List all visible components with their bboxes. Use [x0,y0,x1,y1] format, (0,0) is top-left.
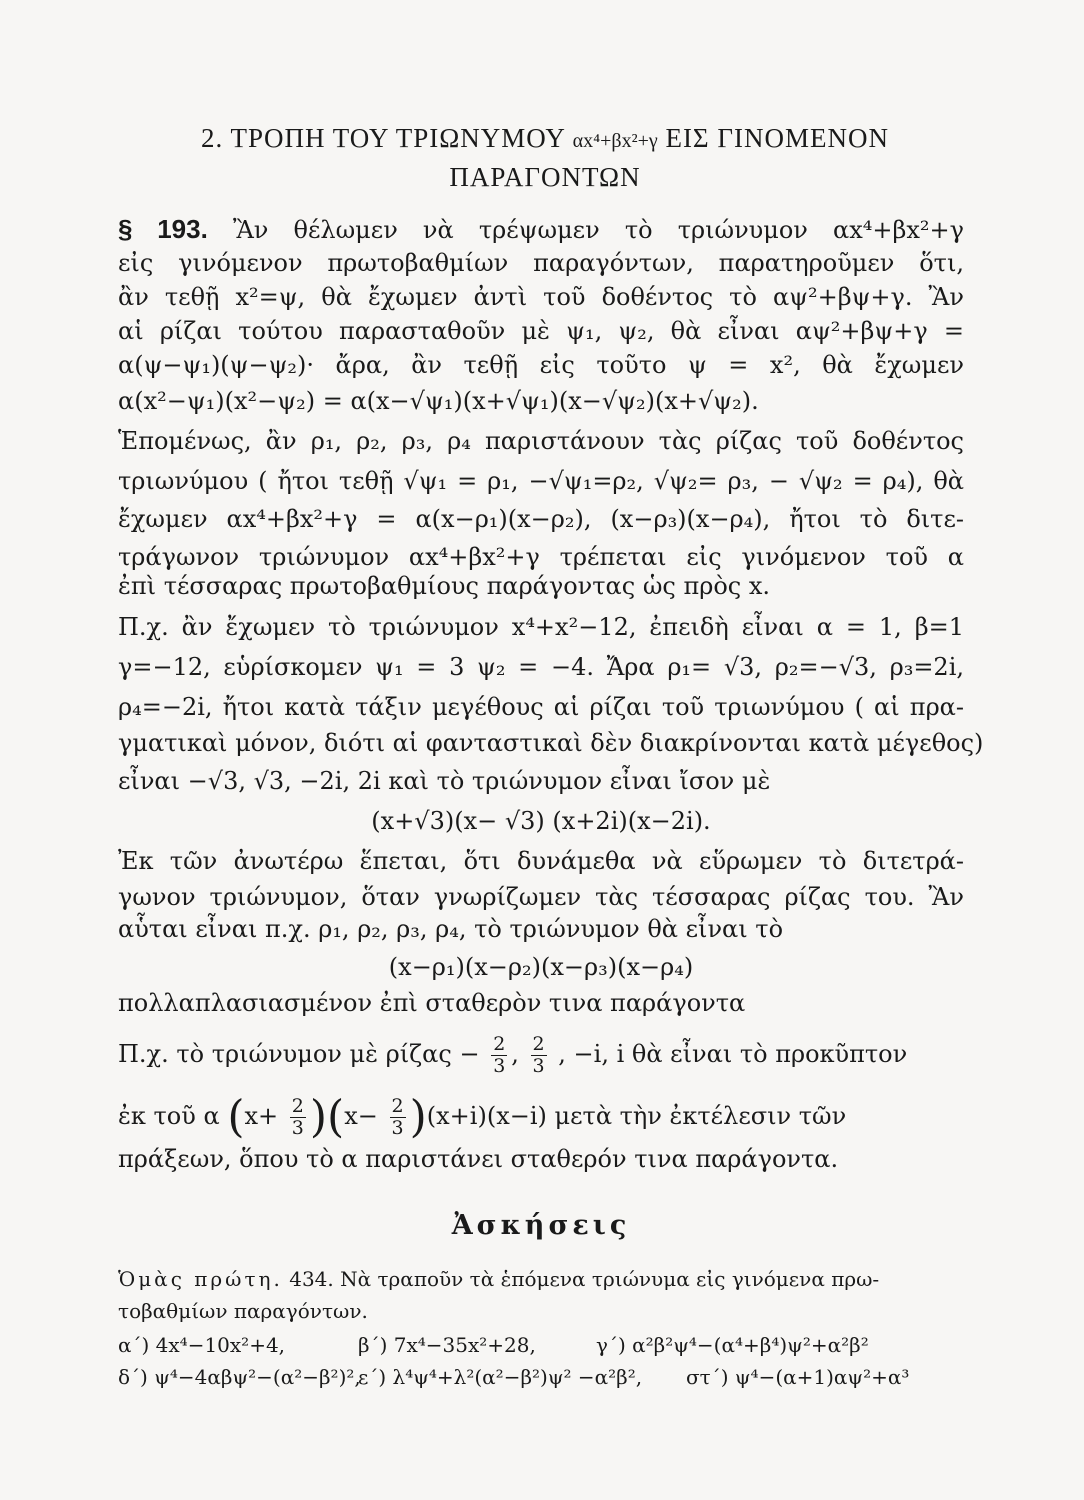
text-line: Ἐκ τῶν ἀνωτέρω ἕπεται, ὅτι δυνάμεθα νὰ εὕρωμεν τὸ διτετρά- [118,847,964,875]
text-line: Π.χ. ἂν ἔχωμεν τὸ τριώνυμον x⁴+x²−12, ἐπειδὴ εἶναι α = 1, β=1 [118,613,964,641]
text-line: α(x²−ψ₁)(x²−ψ₂) = α(x−√ψ₁)(x+√ψ₁)(x−√ψ₂)(x+√ψ₂). [118,387,759,415]
text-line: § 193. Ἂν θέλωμεν νὰ τρέψωμεν τὸ τριώνυμον αx⁴+βx²+γ [118,214,964,244]
text-line: πράξεων, ὅπου τὸ α παριστάνει σταθερόν τινα παράγοντα. [118,1145,839,1173]
section-number: § 193. [118,214,208,244]
exercise-item: ε΄) λ⁴ψ⁴+λ²(α²−β²)ψ² −α²β², [358,1365,643,1389]
fraction: $\frac{2}{3}$ [291,1095,304,1139]
example-line: Π.χ. τὸ τριώνυμον μὲ ρίζας − $\frac{2}{3}$ , $\frac{2}{3}$ , −i, i θὰ εἶναι τὸ προκῦπτον [118,1033,908,1077]
title-prefix: 2. ΤΡΟΠΗ ΤΟΥ ΤΡΙΩΝΥΜΟΥ [201,123,565,153]
text-line: αὗται εἶναι π.χ. ρ₁, ρ₂, ρ₃, ρ₄, τὸ τριώνυμον θὰ εἶναι τὸ [118,915,784,943]
title-line-2: ΠΑΡΑΓΟΝΤΩΝ [449,162,641,192]
fraction: $\frac{2}{3}$ [391,1095,404,1139]
group-label: Ὁμὰς πρώτη. [118,1267,283,1291]
text-line: ἔχωμεν αx⁴+βx²+γ = α(x−ρ₁)(x−ρ₂), (x−ρ₃)(x−ρ₄), ἤτοι τὸ διτε- [118,505,964,533]
text-line: α(ψ−ψ₁)(ψ−ψ₂)· ἄρα, ἂν τεθῇ εἰς τοῦτο ψ = x², θὰ ἔχωμεν [118,351,964,379]
exercise-intro: Ὁμὰς πρώτη. 434. Νὰ τραποῦν τὰ ἑπόμενα τριώνυμα εἰς γινόμενα πρω- [118,1267,880,1291]
text-line: γωνον τριώνυμον, ὅταν γνωρίζωμεν τὰς τέσσαρας ρίζας του. Ἂν [118,883,964,911]
text-line: τριωνύμου ( ἤτοι τεθῇ √ψ₁ = ρ₁, −√ψ₁=ρ₂, √ψ₂= ρ₃, − √ψ₂ = ρ₄), θὰ [118,467,964,495]
text-line: ἂν τεθῇ x²=ψ, θὰ ἔχωμεν ἀντὶ τοῦ δοθέντος τὸ αψ²+βψ+γ. Ἂν [118,283,964,311]
fraction: $\frac{2}{3}$ [493,1033,506,1077]
text-line: εἰς γινόμενον πρωτοβαθμίων παραγόντων, παρατηροῦμεν ὅτι, [118,249,964,277]
exercise-item: β΄) 7x⁴−35x²+28, [358,1333,536,1357]
fraction: $\frac{2}{3}$ [532,1033,545,1077]
title-suffix: ΕΙΣ ΓΙΝΟΜΕΝΟΝ [665,123,889,153]
chapter-title [120,120,970,195]
exercises-heading: Ἀσκήσεις [451,1210,631,1241]
formula-line: (x+√3)(x− √3) (x+2i)(x−2i). [371,807,711,835]
text-line: ρ₄=−2i, ἤτοι κατὰ τάξιν μεγέθους αἱ ρίζαι τοῦ τριωνύμου ( αἱ πρα- [118,693,964,721]
exercise-item: δ΄) ψ⁴−4αβψ²−(α²−β²)², [118,1365,361,1389]
text-line: εἶναι −√3, √3, −2i, 2i καὶ τὸ τριώνυμον εἶναι ἴσον μὲ [118,767,771,795]
formula-line: (x−ρ₁)(x−ρ₂)(x−ρ₃)(x−ρ₄) [388,953,694,981]
text-line: Ἑπομένως, ἂν ρ₁, ρ₂, ρ₃, ρ₄ παριστάνουν τὰς ρίζας τοῦ δοθέντος [118,427,964,455]
text-line: γ=−12, εὑρίσκομεν ψ₁ = 3 ψ₂ = −4. Ἄρα ρ₁= √3, ρ₂=−√3, ρ₃=2i, [118,653,964,681]
exercise-item: γ΄) α²β²ψ⁴−(α⁴+β⁴)ψ²+α²β² [596,1333,869,1357]
exercise-item: στ΄) ψ⁴−(α+1)αψ²+α³ [686,1365,910,1389]
exercise-item: α΄) 4x⁴−10x²+4, [118,1333,286,1357]
text-line: γματικαὶ μόνον, διότι αἱ φανταστικαὶ δὲν διακρίνονται κατὰ μέγεθος) [118,729,984,757]
title-formula: αx⁴+βx²+γ [572,130,658,152]
exercise-intro-2: τοβαθμίων παραγόντων. [118,1299,368,1323]
example-line: ἐκ τοῦ α (x+ $\frac{2}{3}$ )(x− $\frac{2}{3}$ )(x+i)(x−i) μετὰ τὴν ἐκτέλεσιν τῶν [118,1091,847,1143]
text-line: αἱ ρίζαι τούτου παρασταθοῦν μὲ ψ₁, ψ₂, θὰ εἶναι αψ²+βψ+γ = [118,317,964,345]
text-line: ἐπὶ τέσσαρας πρωτοβαθμίους παράγοντας ὡς πρὸς x. [118,572,771,600]
text-line: πολλαπλασιασμένον ἐπὶ σταθερὸν τινα παράγοντα [118,989,746,1017]
text-line: τράγωνον τριώνυμον αx⁴+βx²+γ τρέπεται εἰς γινόμενον τοῦ α [118,543,964,571]
